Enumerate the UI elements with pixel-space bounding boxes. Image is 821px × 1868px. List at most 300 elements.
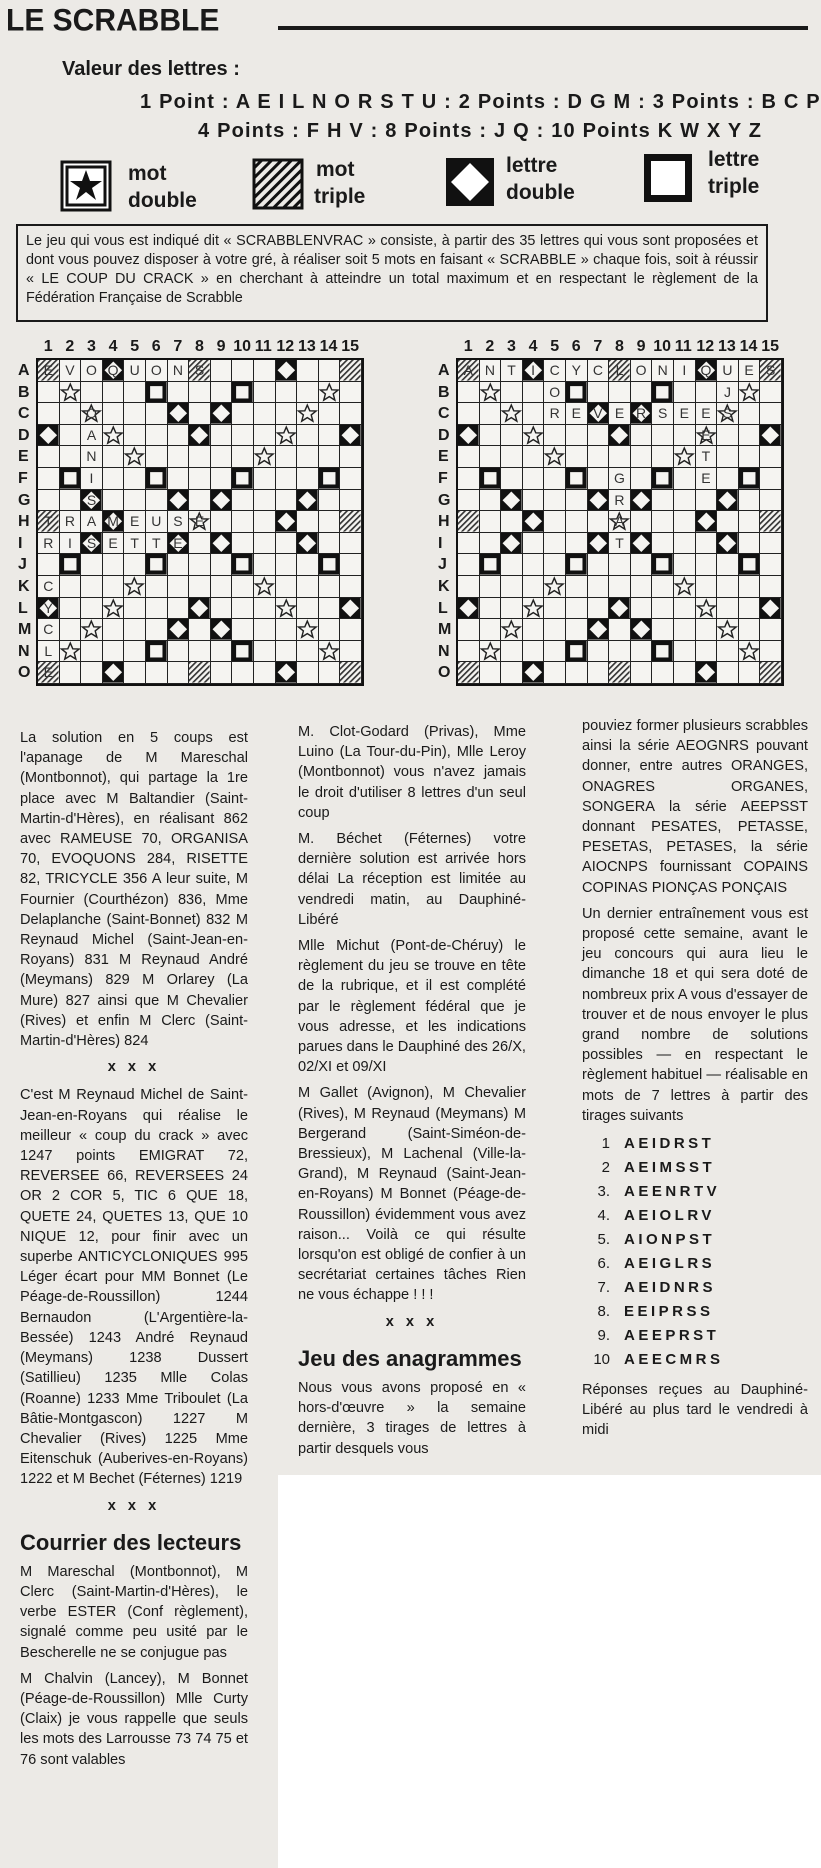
board-cell (696, 446, 718, 468)
scrabble-board-right (438, 338, 804, 712)
board-cell (523, 641, 545, 663)
board-row-label: M (438, 621, 452, 639)
board-cell (81, 598, 103, 620)
board-cell (124, 446, 146, 468)
board-cell (189, 576, 211, 598)
board-cell (254, 619, 276, 641)
board-cell (254, 468, 276, 490)
board-cell (696, 641, 718, 663)
board-cell (340, 468, 362, 490)
board-cell (739, 468, 761, 490)
board-cell (609, 511, 631, 533)
board-cell (652, 576, 674, 598)
board-cell (60, 641, 82, 663)
board-cell (458, 533, 480, 555)
board-cell (566, 382, 588, 404)
board-cell (652, 425, 674, 447)
board-letter: S (722, 405, 733, 422)
board-row-label: G (438, 491, 451, 509)
board-cell (168, 533, 190, 555)
board-letter: Y (571, 362, 581, 378)
board-letter: C (549, 362, 560, 378)
board-cell (588, 576, 610, 598)
board-cell (566, 554, 588, 576)
board-col-label: 13 (298, 338, 316, 355)
board-cell (60, 533, 82, 555)
board-cell (609, 576, 631, 598)
board-cell (544, 490, 566, 512)
board-cell (501, 598, 523, 620)
board-col-label: 15 (761, 338, 779, 355)
board-cell (544, 382, 566, 404)
board-cell (232, 662, 254, 684)
board-col-label: 11 (254, 338, 272, 355)
article-column-1 (20, 728, 248, 1776)
board-cell (38, 533, 60, 555)
board-cell (588, 360, 610, 382)
board-letter: C (43, 578, 54, 594)
board-cell (254, 533, 276, 555)
board-cell (168, 446, 190, 468)
board-letter: E (194, 513, 205, 530)
board-letter: S (766, 362, 776, 378)
scrabble-board-left (18, 338, 384, 712)
board-cell (760, 446, 782, 468)
board-cell (297, 511, 319, 533)
board-cell (297, 554, 319, 576)
board-cell (276, 662, 298, 684)
board-col-label: 12 (696, 338, 715, 355)
board-cell (609, 382, 631, 404)
board-cell (652, 446, 674, 468)
board-cell (739, 403, 761, 425)
board-cell (566, 662, 588, 684)
board-cell (38, 619, 60, 641)
board-cell (480, 425, 502, 447)
tirage-row (582, 1252, 808, 1276)
board-cell (340, 446, 362, 468)
board-cell (480, 403, 502, 425)
board-cell (276, 403, 298, 425)
board-cell (276, 533, 298, 555)
board-row-label: B (438, 383, 450, 401)
board-cell (674, 425, 696, 447)
values-line-2: 4 Points : F H V : 8 Points : J Q : 10 Points K W X Y Z (198, 120, 763, 142)
board-cell (189, 598, 211, 620)
board-cell (124, 662, 146, 684)
board-cell (254, 360, 276, 382)
board-cell (211, 446, 233, 468)
section-heading: Courrier des lecteurs (20, 1529, 242, 1555)
board-cell (739, 641, 761, 663)
board-cell (739, 446, 761, 468)
board-cell (340, 619, 362, 641)
board-cell (696, 511, 718, 533)
board-cell (38, 403, 60, 425)
board-col-label: 7 (173, 338, 183, 355)
tirage-number: 2 (601, 1159, 610, 1177)
board-row-label: O (438, 664, 451, 682)
board-col-label: 1 (43, 338, 53, 355)
board-cell (168, 511, 190, 533)
board-cell (60, 576, 82, 598)
board-col-label: 3 (87, 338, 96, 355)
board-cell (340, 554, 362, 576)
board-cell (211, 662, 233, 684)
tirage-row (582, 1204, 808, 1228)
board-row-label: L (18, 599, 28, 617)
board-cell (211, 619, 233, 641)
board-cell (297, 619, 319, 641)
board-letter: R (614, 491, 625, 508)
board-cell (60, 490, 82, 512)
board-cell (717, 533, 739, 555)
board-letter: A (463, 362, 473, 378)
board-letter: L (44, 642, 53, 659)
board-cell (566, 403, 588, 425)
board-cell (211, 641, 233, 663)
board-cell (211, 511, 233, 533)
board-cell (674, 533, 696, 555)
legend-label-mot-double: mot double (128, 162, 197, 212)
board-cell (501, 641, 523, 663)
board-letter: M (107, 513, 119, 530)
paragraph: La solution en 5 coups est l'apanage de M Mareschal (Montbonnot), qui partage la 1re place avec M Baltandier (Saint-Martin-d'Hères), en réalisant 862 avec RAMEUSE 70, ORGANISA 70, EVOQUONS 284, RISETTE 82, TRICYCLE 356 A leur suite, M Fournier (Courthézon) 836, Mme Delaplanche (Saint-Bonnet) 832 M Reynaud Michel (Saint-Jean-en-Royans) 831 M Reynaud André (Meymans) 829 M Orlarey (La Mure) 827 ainsi que M Chevalier (Rives) et enfin M Clerc (Saint-Martin-d'Hères) 824 (20, 730, 248, 1050)
board-cell (189, 403, 211, 425)
board-cell (631, 511, 653, 533)
board-letter: I (89, 470, 94, 486)
board-cell (458, 425, 480, 447)
board-cell (544, 619, 566, 641)
board-letter: E (701, 405, 711, 422)
board-cell (81, 662, 103, 684)
board-cell (168, 403, 190, 425)
board-cell (211, 554, 233, 576)
board-cell (652, 641, 674, 663)
board-cell (674, 511, 696, 533)
board-cell (146, 662, 168, 684)
board-cell (103, 533, 125, 555)
board-cell (38, 446, 60, 468)
board-cell (609, 554, 631, 576)
board-cell (146, 641, 168, 663)
board-cell (232, 598, 254, 620)
board-cell (146, 554, 168, 576)
board-cell (652, 619, 674, 641)
board-cell (609, 641, 631, 663)
board-cell (146, 490, 168, 512)
tirage-number: 4. (597, 1207, 610, 1225)
board-cell (254, 403, 276, 425)
board-cell (168, 425, 190, 447)
tirage-letters: AEECMRS (624, 1351, 724, 1369)
board-cell (717, 468, 739, 490)
board-cell (501, 662, 523, 684)
board-cell (652, 382, 674, 404)
board-cell (232, 619, 254, 641)
board-cell (254, 425, 276, 447)
board-cell (674, 360, 696, 382)
board-cell (146, 382, 168, 404)
board-cell (631, 360, 653, 382)
board-col-label: 11 (674, 338, 692, 355)
board-cell (674, 554, 696, 576)
board-cell (297, 576, 319, 598)
board-col-label: 4 (108, 338, 118, 355)
board-cell (501, 425, 523, 447)
legend-label-lettre-triple: lettre triple (708, 148, 760, 198)
board-cell (760, 425, 782, 447)
board-cell (674, 382, 696, 404)
tirage-letters: AEIDRST (624, 1135, 715, 1153)
tirage-number: 1 (601, 1135, 610, 1153)
board-cell (717, 576, 739, 598)
board-cell (458, 360, 480, 382)
board-cell (60, 511, 82, 533)
board-cell (103, 490, 125, 512)
board-row-label: N (18, 642, 30, 660)
board-col-label: 10 (653, 338, 671, 355)
tirage-letters: AEIMSST (624, 1159, 716, 1177)
board-cell (523, 533, 545, 555)
board-letter: G (614, 470, 625, 486)
board-cell (103, 468, 125, 490)
board-cell (189, 382, 211, 404)
board-cell (631, 425, 653, 447)
board-cell (674, 403, 696, 425)
board-letter: O (635, 362, 647, 378)
board-cell (609, 360, 631, 382)
board-cell (739, 598, 761, 620)
board-cell (103, 511, 125, 533)
board-cell (254, 554, 276, 576)
board-cell (319, 490, 341, 512)
board-cell (717, 490, 739, 512)
board-cell (211, 425, 233, 447)
board-cell (297, 490, 319, 512)
tirage-number: 7. (597, 1279, 610, 1297)
separator: x x x (107, 1059, 161, 1076)
board-cell (232, 446, 254, 468)
values-title: Valeur des lettres : (62, 58, 240, 80)
board-cell (189, 533, 211, 555)
board-cell (458, 403, 480, 425)
tirage-number: 3. (597, 1183, 610, 1201)
board-cell (81, 576, 103, 598)
board-cell (276, 360, 298, 382)
board-letter: I (531, 362, 536, 378)
board-cell (544, 403, 566, 425)
board-cell (254, 446, 276, 468)
paragraph: M Gallet (Avignon), M Chevalier (Rives), M Reynaud (Meymans) M Bergerand (Saint-Siméon-de-Bressieux), M Lachenal (Ville-la-Grand), M Reynaud (Saint-Jean-en-Royans) M Bonnet (Péage-de-Roussillon) évidemment vous avez raison... Voilà ce qui résulte lorsqu'on est obligé de confier à un secrétariat certaines tâches Rien ne vous échappe ! ! ! (298, 1085, 526, 1304)
board-cell (609, 533, 631, 555)
board-cell (297, 598, 319, 620)
board-cell (276, 554, 298, 576)
board-cell (588, 490, 610, 512)
board-cell (501, 403, 523, 425)
board-cell (739, 511, 761, 533)
tirage-number: 9. (597, 1327, 610, 1345)
board-cell (566, 598, 588, 620)
rules-text: Le jeu qui vous est indiqué dit « SCRABBLENVRAC » consiste, à partir des 35 lettres qui vous sont proposées et dont vous pouvez disposer à votre gré, à réaliser soit 5 mots en faisant « SCRABBLE » chaque fois, soit à réussir « LE COUP DU CRACK » en cherchant à atteindre un total maximum et en respectant le règlement de la Fédération Française de Scrabble (26, 233, 758, 306)
board-cell (674, 641, 696, 663)
board-letter: L (615, 362, 624, 378)
board-cell (760, 511, 782, 533)
board-col-label: 10 (233, 338, 251, 355)
board-cell (146, 511, 168, 533)
board-cell (189, 490, 211, 512)
paragraph: M Mareschal (Montbonnot), M Clerc (Saint-Martin-d'Hères), le verbe ESTER (Conf règlement), signalé comme peu usité par le Bescherelle ne se conjugue pas (20, 1563, 248, 1661)
diamond-square-icon (444, 156, 496, 208)
board-cell (319, 511, 341, 533)
board-cell (696, 360, 718, 382)
board-cell (652, 468, 674, 490)
tirage-row (582, 1300, 808, 1324)
board-cell (523, 490, 545, 512)
board-cell (696, 382, 718, 404)
paragraph: M Chalvin (Lancey), M Bonnet (Péage-de-Roussillon) Mlle Curty (Claix) je vous rappelle que seuls les mots des Larrousse 73 74 75 et 76 sont valables (20, 1670, 248, 1768)
board-cell (523, 425, 545, 447)
board-cell (566, 511, 588, 533)
board-cell (319, 360, 341, 382)
board-cell (696, 619, 718, 641)
board-cell (631, 446, 653, 468)
board-col-label: 14 (739, 338, 758, 355)
board-cell (480, 533, 502, 555)
board-cell (168, 598, 190, 620)
board-letter: I (67, 534, 72, 551)
board-cell (760, 533, 782, 555)
board-row-label: D (438, 426, 450, 444)
board-letter: E (571, 405, 581, 422)
board-cell (760, 598, 782, 620)
board-cell (319, 468, 341, 490)
board-cell (544, 598, 566, 620)
board-cell (168, 382, 190, 404)
board-cell (340, 403, 362, 425)
board-cell (674, 490, 696, 512)
board-cell (631, 598, 653, 620)
board-cell (566, 446, 588, 468)
board-letter: R (549, 405, 560, 422)
board-row-label: E (18, 448, 29, 466)
board-letter: Q (107, 362, 119, 378)
board-cell (566, 533, 588, 555)
legend-label-lettre-double: lettre double (506, 154, 575, 204)
board-cell (103, 662, 125, 684)
board-cell (81, 490, 103, 512)
board-cell (588, 641, 610, 663)
separator: x x x (107, 1497, 161, 1514)
board-letter: O (86, 405, 97, 422)
board-cell (189, 360, 211, 382)
board-cell (480, 468, 502, 490)
board-col-label: 13 (718, 338, 736, 355)
board-cell (588, 554, 610, 576)
board-cell (81, 641, 103, 663)
board-row-label: I (18, 534, 23, 552)
board-cell (566, 641, 588, 663)
board-cell (340, 360, 362, 382)
board-cell (717, 662, 739, 684)
board-cell (276, 446, 298, 468)
board-cell (696, 403, 718, 425)
board-letter: N (86, 448, 97, 465)
board-cell (652, 490, 674, 512)
board-cell (146, 598, 168, 620)
board-cell (588, 662, 610, 684)
board-cell (276, 382, 298, 404)
board-cell (609, 425, 631, 447)
board-cell (588, 619, 610, 641)
board-cell (297, 662, 319, 684)
board-cell (81, 425, 103, 447)
board-letter: C (43, 621, 54, 638)
board-cell (523, 403, 545, 425)
board-cell (760, 403, 782, 425)
board-row-label: O (18, 664, 31, 682)
board-cell (254, 641, 276, 663)
paragraph: pouviez former plusieurs scrabbles ainsi la série AEOGNRS pouvant donner, entre autres ORANGES, ONAGRES ORGANES, SONGERA la série AEEPSST donnant PESATES, PETASSE, PESETAS, PETASES, la série AIOCNPS fournissant COPAINS COPINAS PIONÇAS PONÇAIS (582, 718, 808, 896)
board-cell (523, 619, 545, 641)
board-cell (501, 619, 523, 641)
board-cell (480, 511, 502, 533)
board-cell (760, 641, 782, 663)
board-cell (297, 382, 319, 404)
board-cell (340, 533, 362, 555)
board-col-label: 1 (463, 338, 473, 355)
board-col-label: 8 (615, 338, 624, 355)
legend-label-mot-triple: mot triple (314, 158, 366, 208)
board-cell (631, 554, 653, 576)
board-col-label: 4 (528, 338, 538, 355)
board-cell (276, 619, 298, 641)
board-cell (81, 468, 103, 490)
board-cell (319, 619, 341, 641)
board-col-label: 2 (485, 338, 495, 355)
board-cell (760, 490, 782, 512)
board-row-label: G (18, 491, 31, 509)
board-cell (566, 576, 588, 598)
board-cell (652, 662, 674, 684)
board-cell (696, 490, 718, 512)
board-cell (81, 446, 103, 468)
tirage-row (582, 1324, 808, 1348)
board-cell (254, 598, 276, 620)
board-cell (760, 662, 782, 684)
board-cell (232, 382, 254, 404)
board-col-label: 7 (593, 338, 603, 355)
board-letter: A (614, 513, 625, 530)
board-letter: T (130, 534, 139, 551)
board-cell (458, 641, 480, 663)
board-cell (189, 446, 211, 468)
article-column-2 (298, 722, 526, 1465)
board-cell (588, 511, 610, 533)
board-row-label: H (18, 513, 30, 531)
board-cell (60, 403, 82, 425)
board-cell (544, 360, 566, 382)
board-cell (696, 662, 718, 684)
board-cell (211, 382, 233, 404)
board-letter: T (44, 513, 53, 530)
board-cell (254, 576, 276, 598)
paragraph: C'est M Reynaud Michel de Saint-Jean-en-Royans qui réalise le meilleur « coup du crack » avec 1247 points EMIGRAT 72, REVERSEE 66, REVERSEES 24 OR 2 COR 5, TIC 6 QUE 18, QUETE 24, QUETES 13, QUE 10 NIQUE 12, pour finir avec un superbe ANTICYCLONIQUES 995 Léger écart pour MM Bonnet (Le Péage-de-Roussillon) 1244 Bernaudon (L'Argentière-la-Bessée) 1243 André Reynaud (Meymans) 1238 Dussert (Satillieu) 1235 Mlle Colas (Roanne) 1233 Mme Triboulet (La Bâtie-Montgascon) 1227 M Chevalier (Rives) 1225 Mme Eitenschuk (Auberives-en-Royans) 1222 et M Bechet (Féternes) 1219 (20, 1087, 248, 1488)
board-cell (124, 490, 146, 512)
board-cell (480, 382, 502, 404)
board-cell (760, 382, 782, 404)
board-letter: E (701, 426, 711, 443)
